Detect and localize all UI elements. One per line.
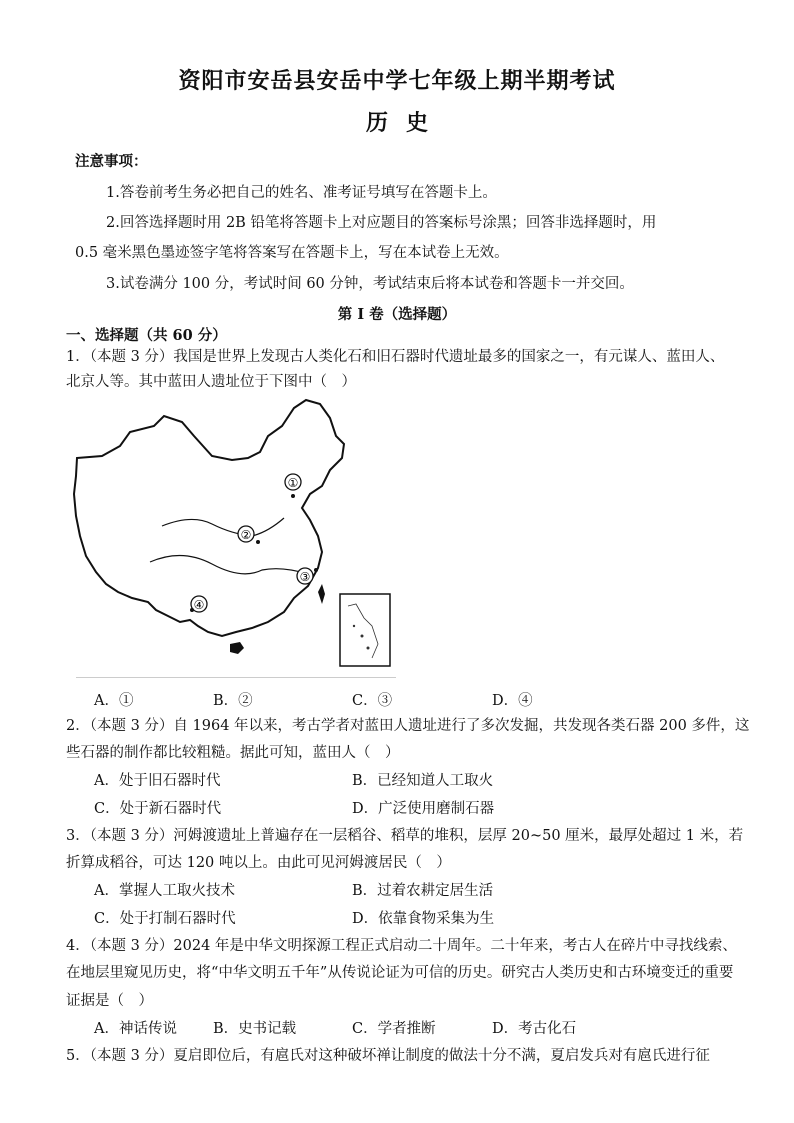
q2-line-2: 些石器的制作都比较粗糙。据此可知，蓝田人（ ） [66, 745, 400, 761]
notice-item-2: 2.回答选择题时用 2B 铅笔将答题卡上对应题目的答案标号涂黑；回答非选择题时，用 [106, 215, 657, 231]
svg-text:④: ④ [193, 598, 205, 612]
map-divider [76, 677, 396, 678]
notice-item-1: 1.答卷前考生务必把自己的姓名、准考证号填写在答题卡上。 [106, 185, 497, 201]
q3-option-b: B．过着农耕定居生活 [352, 883, 494, 899]
q4-line-2: 在地层里窥见历史，将“中华文明五千年”从传说论证为可信的历史。研究古人类历史和古环境变迁的重要 [66, 965, 734, 981]
subject-title: 历史 [365, 110, 446, 136]
notice-item-2-cont: 0.5 毫米黑色墨迹签字笔将答案写在答题卡上，写在本试卷上无效。 [75, 245, 509, 261]
q3-option-d: D．依靠食物采集为生 [352, 911, 495, 927]
q4-line-3: 证据是（ ） [66, 993, 153, 1009]
q1-option-c: C．③ [352, 693, 393, 709]
q3-option-a: A．掌握人工取火技术 [94, 883, 235, 899]
q2-option-c: C．处于新石器时代 [94, 801, 222, 817]
part-title: 第 I 卷（选择题） [337, 306, 457, 323]
q2-line-1: 2．（本题 3 分）自 1964 年以来，考古学者对蓝田人遗址进行了多次发掘，共发现各类石器 200 多件，这 [66, 718, 750, 734]
q4-option-c: C．学者推断 [352, 1021, 436, 1037]
svg-text:②: ② [240, 528, 252, 542]
q2-option-b: B．已经知道人工取火 [352, 773, 494, 789]
inset-map [340, 594, 390, 666]
notice-heading: 注意事项： [75, 153, 148, 170]
q2-option-d: D．广泛使用磨制石器 [352, 801, 495, 817]
china-map [72, 396, 402, 678]
svg-text:③: ③ [299, 570, 311, 584]
exam-title: 资阳市安岳县安岳中学七年级上期半期考试 [178, 68, 616, 94]
q4-option-b: B．史书记载 [213, 1021, 297, 1037]
q4-option-d: D．考古化石 [492, 1021, 577, 1037]
taiwan-island [318, 584, 325, 604]
notice-item-3: 3.试卷满分 100 分，考试时间 60 分钟，考试结束后将本试卷和答题卡一并交回。 [106, 276, 634, 292]
section-title: 一、选择题（共 60 分） [66, 327, 227, 344]
q2-option-a: A．处于旧石器时代 [94, 773, 221, 789]
q3-option-c: C．处于打制石器时代 [94, 911, 236, 927]
yellow-river [162, 518, 284, 536]
q1-line-2: 北京人等。其中蓝田人遗址位于下图中（ ） [66, 374, 356, 390]
svg-text:①: ① [287, 476, 299, 490]
q4-option-a: A．神话传说 [94, 1021, 177, 1037]
map-marker-1 [285, 474, 301, 498]
q3-line-1: 3．（本题 3 分）河姆渡遗址上普遍存在一层稻谷、稻草的堆积，层厚 20~50 厘米，最厚处超过 1 米，若 [66, 828, 744, 844]
q3-line-2: 折算成稻谷，可达 120 吨以上。由此可见河姆渡居民（ ） [66, 855, 451, 871]
q4-line-1: 4．（本题 3 分）2024 年是中华文明探源工程正式启动二十周年。二十年来，考古人在碎片中寻找线索、 [66, 938, 737, 954]
map-marker-3 [297, 568, 318, 584]
q1-option-a: A．① [94, 693, 134, 709]
q1-line-1: 1．（本题 3 分）我国是世界上发现古人类化石和旧石器时代遗址最多的国家之一，有元谋人、蓝田人、 [66, 349, 725, 365]
q5-line-1: 5．（本题 3 分）夏启即位后，有扈氏对这种破坏禅让制度的做法十分不满，夏启发兵对有扈氏进行征 [66, 1048, 710, 1064]
q1-option-d: D．④ [492, 693, 533, 709]
map-marker-4 [190, 596, 207, 612]
q1-option-b: B．② [213, 693, 253, 709]
china-outline [74, 400, 344, 636]
hainan-island [230, 642, 244, 654]
yangtze-river [150, 555, 308, 574]
